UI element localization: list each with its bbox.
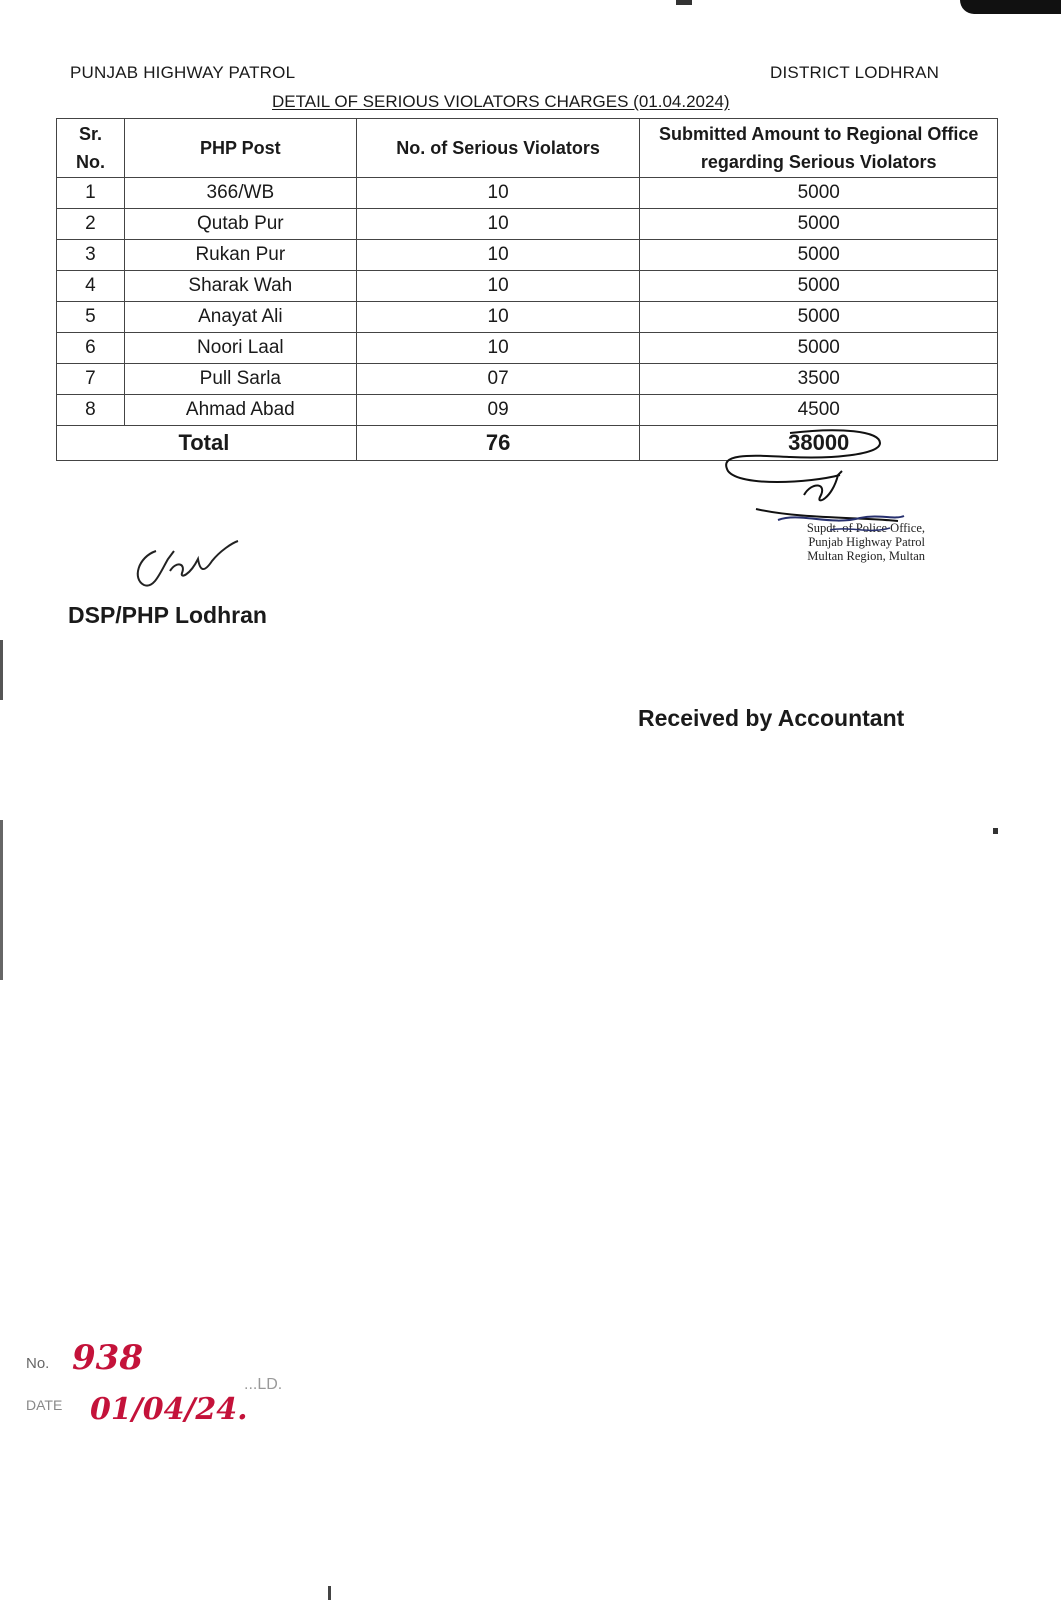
cell-amount: 4500 [640, 395, 998, 426]
cell-violators: 10 [356, 240, 640, 271]
cell-post: Pull Sarla [124, 364, 356, 395]
cell-sr: 5 [57, 302, 125, 333]
cell-post: Rukan Pur [124, 240, 356, 271]
cell-sr: 6 [57, 333, 125, 364]
scan-top-mark [676, 0, 692, 5]
cell-amount: 5000 [640, 178, 998, 209]
scan-bottom-mark [328, 1586, 331, 1600]
cell-post: Qutab Pur [124, 209, 356, 240]
cell-violators: 10 [356, 333, 640, 364]
cell-amount: 5000 [640, 240, 998, 271]
table-row [57, 240, 998, 271]
total-violators: 76 [356, 426, 640, 461]
diary-no-label: No. [26, 1355, 50, 1372]
cell-sr: 8 [57, 395, 125, 426]
cell-amount: 5000 [640, 302, 998, 333]
cell-sr: 3 [57, 240, 125, 271]
table-row [57, 271, 998, 302]
col-amount: Submitted Amount to Regional Office regarding Serious Violators [640, 119, 998, 178]
stamp-overlap-ink [770, 508, 910, 538]
violators-table [56, 118, 998, 461]
cell-amount: 5000 [640, 271, 998, 302]
total-label: Total [124, 426, 356, 461]
cell-violators: 07 [356, 364, 640, 395]
cell-post: Noori Laal [124, 333, 356, 364]
stamp-line-3: Multan Region, Multan [807, 549, 925, 563]
cell-sr: 1 [57, 178, 125, 209]
org-name: PUNJAB HIGHWAY PATROL [70, 63, 296, 82]
cell-violators: 10 [356, 209, 640, 240]
diary-faint-text: ...LD. [244, 1376, 283, 1393]
scan-dot [993, 828, 998, 834]
diary-date-value: 01/04/24. [90, 1392, 248, 1427]
cell-post: Sharak Wah [124, 271, 356, 302]
stamp-line-1: Supdt. of Police Office, [806, 521, 925, 535]
cell-amount: 5000 [640, 333, 998, 364]
cell-amount: 5000 [640, 209, 998, 240]
cell-violators: 10 [356, 302, 640, 333]
cell-violators: 10 [356, 178, 640, 209]
diary-date-label: DATE [26, 1397, 63, 1413]
scan-left-edge-2 [0, 820, 3, 980]
cell-post: 366/WB [124, 178, 356, 209]
district-name: DISTRICT LODHRAN [770, 63, 940, 82]
cell-violators: 09 [356, 395, 640, 426]
col-sr-no: Sr. No. [57, 119, 125, 178]
document-title: DETAIL OF SERIOUS VIOLATORS CHARGES (01.04.2024) [272, 92, 730, 111]
signatory-label: DSP/PHP Lodhran [68, 602, 267, 628]
cell-post: Ahmad Abad [124, 395, 356, 426]
dsp-signature [128, 537, 243, 593]
col-violators: No. of Serious Violators [356, 119, 640, 178]
received-label: Received by Accountant [638, 705, 905, 731]
cell-post: Anayat Ali [124, 302, 356, 333]
diary-no-value: 938 [72, 1338, 143, 1378]
table-header-row [57, 119, 998, 178]
cell-violators: 10 [356, 271, 640, 302]
cell-sr: 4 [57, 271, 125, 302]
table-row [57, 395, 998, 426]
scan-left-edge [0, 640, 3, 700]
table-row [57, 302, 998, 333]
total-amount: 38000 [640, 426, 998, 461]
table-row [57, 364, 998, 395]
stamp-line-2: Punjab Highway Patrol [808, 535, 925, 549]
cell-sr: 2 [57, 209, 125, 240]
table-row [57, 178, 998, 209]
cell-sr: 7 [57, 364, 125, 395]
col-php-post: PHP Post [124, 119, 356, 178]
table-row [57, 209, 998, 240]
cell-amount: 3500 [640, 364, 998, 395]
table-row [57, 333, 998, 364]
scan-corner-shadow [960, 0, 1061, 14]
